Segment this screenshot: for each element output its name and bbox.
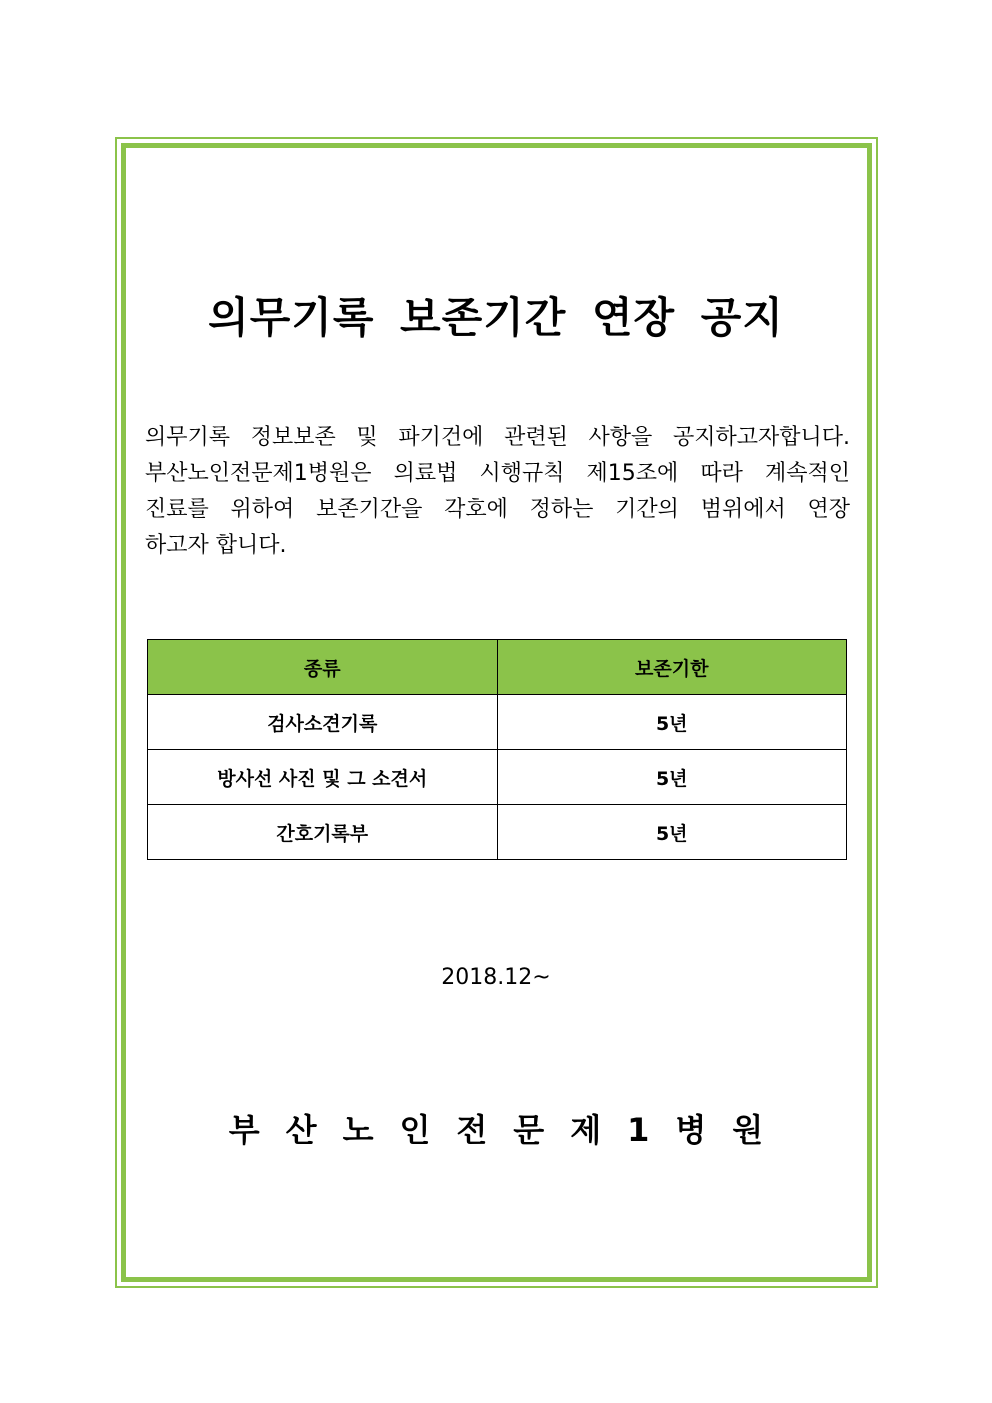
body-line: 부산노인전문제1병원은 의료법 시행규칙 제15조에 따라 계속적인	[145, 461, 850, 486]
notice-title: 의무기록 보존기간 연장 공지	[208, 293, 784, 342]
effective-date: 2018.12~	[441, 965, 551, 990]
cell-type: 간호기록부	[148, 805, 498, 860]
table-header-row	[148, 640, 847, 695]
notice-body	[145, 420, 850, 564]
table-row	[148, 695, 847, 750]
cell-type: 방사선 사진 및 그 소견서	[148, 750, 498, 805]
organization-name: 부산노인전문제1병원	[228, 1111, 790, 1149]
cell-retention: 5년	[497, 750, 847, 805]
body-line: 진료를 위하여 보존기간을 각호에 정하는 기간의 범위에서 연장	[145, 497, 850, 522]
cell-type: 검사소견기록	[148, 695, 498, 750]
cell-retention: 5년	[497, 695, 847, 750]
retention-table	[147, 639, 847, 860]
body-line: 하고자 합니다.	[145, 533, 287, 558]
cell-retention: 5년	[497, 805, 847, 860]
header-type: 종류	[148, 640, 498, 695]
table-row	[148, 805, 847, 860]
table-row	[148, 750, 847, 805]
body-line: 의무기록 정보보존 및 파기건에 관련된 사항을 공지하고자합니다.	[145, 425, 850, 450]
header-retention: 보존기한	[497, 640, 847, 695]
